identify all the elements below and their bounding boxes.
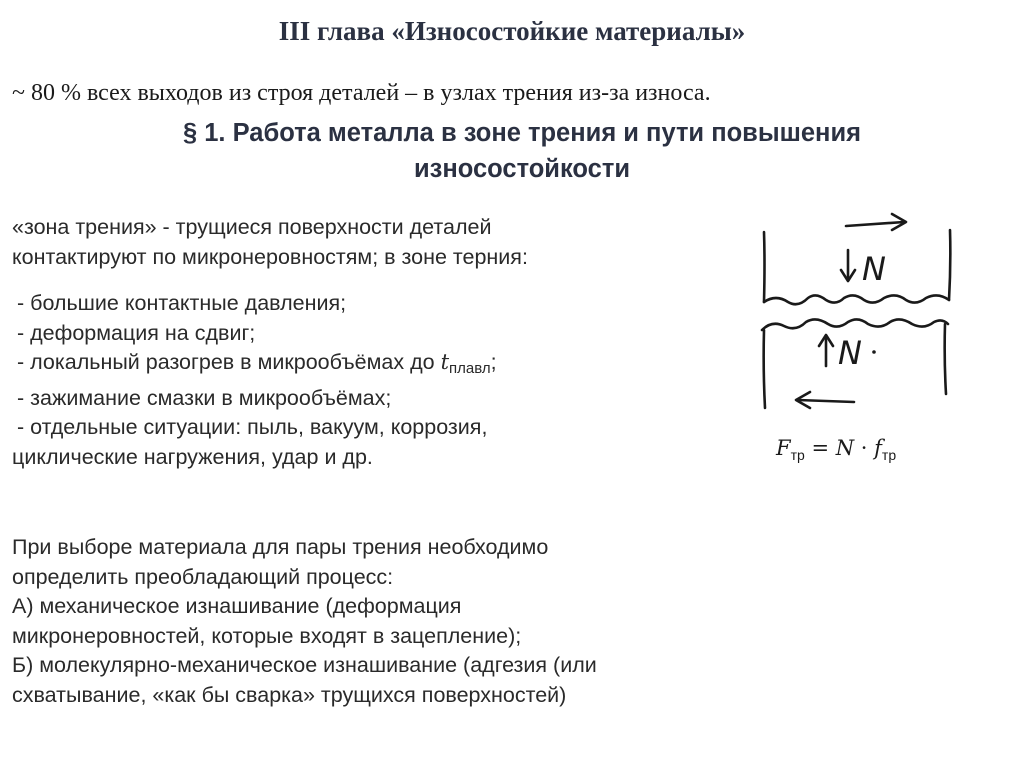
friction-force-formula xyxy=(776,436,896,463)
list-item-suffix: ; xyxy=(490,350,497,374)
upper-body-rough-surface xyxy=(764,295,949,304)
formula-normal-symbol: N xyxy=(835,436,855,460)
lower-body-right-wall xyxy=(945,324,946,394)
temperature-subscript: плавл xyxy=(449,360,491,377)
definition-line-2: контактируют по микронеровностям; в зоне терния: xyxy=(12,244,528,269)
section-heading-line-1: § 1. Работа металла в зоне трения и пути повышения xyxy=(182,119,862,147)
section-heading-line-2: износостойкости xyxy=(413,155,630,183)
temperature-variable: t xyxy=(440,350,450,374)
choice-line-1: При выборе материала для пары трения необходимо xyxy=(12,535,549,559)
formula-coefficient-symbol: f xyxy=(874,436,882,460)
section-heading xyxy=(60,115,984,187)
slide-title: III глава «Износостойкие материалы» xyxy=(278,16,746,46)
list-item xyxy=(12,348,497,384)
definition-line-1: «зона трения» - трущиеся поверхности деталей xyxy=(12,215,492,239)
normal-force-label-top: N xyxy=(862,250,886,288)
friction-zone-features-list xyxy=(12,289,497,472)
upper-body-right-wall xyxy=(949,230,950,300)
list-item: - деформация на сдвиг; xyxy=(17,320,256,345)
formula-dot: · xyxy=(854,436,875,460)
choice-line-6: схватывание, «как бы сварка» трущихся поверхностей) xyxy=(12,682,567,707)
list-item-text: - локальный разогрев в микрообъёмах до xyxy=(17,350,441,374)
friction-contact-sketch xyxy=(750,200,970,420)
friction-zone-definition xyxy=(12,213,528,272)
choice-line-4: микронеровностей, которые входят в зацепление); xyxy=(12,623,522,648)
material-choice-paragraph xyxy=(12,533,597,710)
lower-body-rough-surface xyxy=(762,319,948,330)
melting-temperature-symbol xyxy=(440,350,491,377)
upper-motion-arrow xyxy=(846,222,904,226)
choice-line-5: Б) молекулярно-механическое изнашивание (адгезия (или xyxy=(12,653,597,677)
intro-statement: ~ 80 % всех выходов из строя деталей – в узлах трения из-за износа. xyxy=(12,80,711,106)
list-item: - большие контактные давления; xyxy=(17,291,347,315)
formula-equals: = xyxy=(804,436,836,460)
formula-force-symbol: F xyxy=(776,436,791,460)
upper-body-left-wall xyxy=(764,232,765,302)
list-item: - отдельные ситуации: пыль, вакуум, коррозия, xyxy=(17,415,488,439)
lower-body-left-wall xyxy=(764,330,765,408)
formula-coefficient-subscript: тр xyxy=(881,447,897,463)
choice-line-3: А) механическое изнашивание (деформация xyxy=(12,594,462,618)
normal-force-label-bottom: N xyxy=(838,334,862,372)
choice-line-2: определить преобладающий процесс: xyxy=(12,564,394,589)
lower-motion-arrow xyxy=(798,400,854,402)
formula-force-subscript: тр xyxy=(790,447,805,463)
list-item-continuation: циклические нагружения, удар и др. xyxy=(12,444,373,469)
list-item: - зажимание смазки в микрообъёмах; xyxy=(17,385,392,410)
label-dot xyxy=(872,350,876,354)
